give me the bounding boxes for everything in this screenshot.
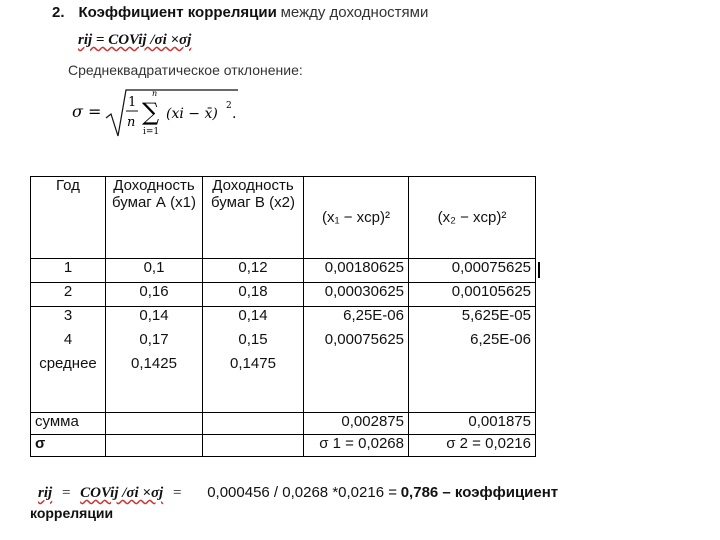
table-cell: 0,00105625 [409,283,536,307]
table-cell: σ 1 = 0,0268 [304,435,409,457]
sum-upper-limit: n [152,89,158,98]
table-cell: 5,625E-05 [461,307,531,324]
table-header-row [31,177,536,259]
table-cell: 0,17 [139,331,169,348]
correlation-formula-text: rij = COVij /σi ×σj [78,32,192,48]
table-cell-multi [31,307,106,413]
table-row [31,259,536,283]
table-cell: среднее [39,355,97,372]
table-cell: 0,12 [203,259,304,283]
sigma-formula [70,84,270,144]
result-value: 0,786 – коэффициент [400,484,559,501]
result-formula: COVij /σi ×σj [80,485,164,501]
table-cell: 0,18 [203,283,304,307]
result-lhs: rij [38,485,53,501]
header-cell-dev-sq-1: (x₁ − xср)² [304,177,409,259]
result-eq: = [61,485,71,501]
table-cell: 0,16 [106,283,203,307]
result-calc: 0,000456 / 0,0268 *0,0216 = [207,484,397,501]
table-sigma-row [31,435,536,457]
table-cell: 6,25E-06 [343,307,404,324]
text-cursor [538,262,540,278]
table-cell [203,413,304,435]
fraction-numerator: 1 [128,95,137,110]
power-exponent: 2 [226,101,232,111]
table-row [31,283,536,307]
table-cell [203,435,304,457]
sum-lower-limit: i=1 [143,127,160,137]
data-table [30,176,536,457]
table-cell-multi [106,307,203,413]
table-cell: 0,14 [139,307,169,324]
formula-period: . [232,106,237,122]
table-cell: 0,1425 [131,355,177,372]
table-cell: 0,1 [106,259,203,283]
table-row-group [31,307,536,413]
heading-bold-text: Коэффициент корреляции [78,4,277,21]
table-cell: 0,00075625 [409,259,536,283]
correlation-formula [78,32,191,49]
table-cell: 0,00030625 [304,283,409,307]
fraction-denominator: n [127,115,136,130]
table-cell: 0,15 [238,331,268,348]
header-cell-year: Год [31,177,106,259]
table-cell: 3 [63,307,73,324]
table-cell: 6,25E-06 [470,331,531,348]
table-cell: 0,14 [238,307,268,324]
heading-number: 2. [52,4,65,21]
table-sum-row [31,413,536,435]
section-heading [52,4,428,22]
table-cell: 0,00075625 [324,331,404,348]
table-cell: 1 [31,259,106,283]
result-line-2: корреляции [30,505,114,521]
table-cell: 4 [63,331,73,348]
table-cell-multi [203,307,304,413]
table-cell: σ 2 = 0,0216 [409,435,536,457]
sigma-symbol: σ [72,102,83,121]
header-cell-return-a: Доходность бумаг А (х1) [106,177,203,259]
table-cell: 0,1475 [230,355,276,372]
table-cell: 0,002875 [304,413,409,435]
table-cell: σ [31,435,106,457]
equals-sign: = [88,102,102,121]
sum-symbol: ∑ [142,98,160,126]
table-cell [106,413,203,435]
table-cell: 0,00180625 [304,259,409,283]
table-cell: 2 [31,283,106,307]
table-cell [106,435,203,457]
table-cell: сумма [31,413,106,435]
table-cell-multi [304,307,409,413]
table-cell: 0,001875 [409,413,536,435]
header-cell-return-b: Доходность бумаг В (х2) [203,177,304,259]
result-line [38,484,558,502]
sum-body: (xi − x̄) [166,106,218,122]
heading-normal-text: между доходностями [280,4,429,21]
header-cell-dev-sq-2: (x₂ − xср)² [409,177,536,259]
table-cell-multi [409,307,536,413]
std-deviation-label: Среднеквадратическое отклонение: [68,62,303,78]
result-eq2: = [172,485,182,501]
